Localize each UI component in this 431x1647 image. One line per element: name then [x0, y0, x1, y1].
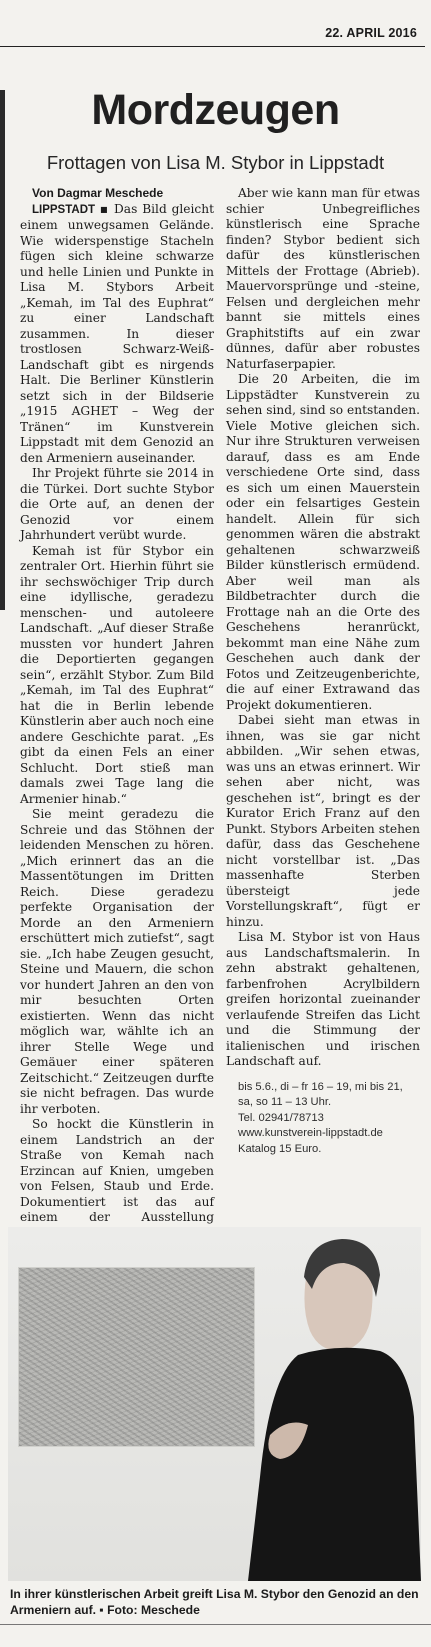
- column-left: [20, 186, 214, 1224]
- paragraph: Dabei sieht man etwas in ihnen, was sie gar nicht abbilden. „Wir sehen etwas, was uns an etwas erinnert. Wir sehen aber nicht, was geschehen ist“, bringt es der Kurator Erich Franz auf den Punkt. Stybors Arbeiten stehen dafür, dass das Geschehene nicht vorstellbar ist. „Das massenhafte Sterben übersteigt jede Vorstellungskraft“, fügt er hinzu.: [226, 713, 420, 929]
- paragraph: Sie meint geradezu die Schreie und das Stöhnen der leidenden Menschen zu hören. „Mich erinnert das an die Massentötungen im Dritten Reich. Diese geradezu perfekte Organisation der Morde an den Armeniern erschüttert mich zutiefst“, sagt sie. „Ich habe Zeugen gesucht, Steine und Mauern, die schon vor hundert Jahren an den von mir besuchten Orten existierten. Wenn das nicht möglich war, wählte ich an ihrer Stelle Wege und Gemäuer einer späteren Zeitschicht.“ Zeitzeugen durfte sie nicht befragen. Das wurde ihr verboten.: [20, 807, 214, 1116]
- info-line: Tel. 02941/78713: [238, 1111, 324, 1124]
- photo-caption: In ihrer künstlerischen Arbeit greift Lisa M. Stybor den Genozid an den Armeniern auf. ▪ Foto: Meschede: [10, 1587, 419, 1617]
- issue-date: 22. APRIL 2016: [325, 26, 417, 40]
- paragraph: Aber wie kann man für etwas schier Unbegreifliches künstlerisch eine Sprache finden? Stybor bedient sich dafür des künstlerischen Mittels der Frottage (Abrieb). Mauervorsprünge und -steine, Felsen und dergleichen mehr bannt sie mittels eines Graphitstifts auf ein zwar dünnes, dafür aber robustes Naturfaserpapier.: [226, 186, 420, 371]
- info-line: Katalog 15 Euro.: [238, 1142, 322, 1155]
- header-rule: [0, 46, 425, 47]
- column-right: [226, 186, 420, 1216]
- subheadline: Frottagen von Lisa M. Stybor in Lippstadt: [46, 152, 385, 173]
- footer-rule: [0, 1624, 431, 1625]
- paragraph: Ihr Projekt führte sie 2014 in die Türkei. Dort suchte Stybor die Orte auf, an denen der Genozid vor einem Jahrhundert verübt wurde.: [20, 466, 214, 542]
- byline: Von Dagmar Meschede: [32, 186, 164, 200]
- paragraph: Lisa M. Stybor ist von Haus aus Landschaftsmalerin. In zehn abstrakt gehaltenen, farbenfrohen Acrylbildern greifen horizontal zueinander verlaufende Streifen das Licht und die Stimmung der italienischen und irischen Landschaft auf.: [226, 930, 420, 1068]
- info-line: www.kunstverein-lippstadt.de: [238, 1127, 383, 1139]
- article-photo: [8, 1227, 421, 1581]
- info-line: sa, so 11 – 13 Uhr.: [238, 1096, 332, 1108]
- info-line: bis 5.6., di – fr 16 – 19, mi bis 21,: [238, 1080, 403, 1093]
- artist-portrait: [8, 1227, 421, 1581]
- dateline-location: LIPPSTADT: [32, 203, 96, 216]
- paragraph: So hockt die Künstlerin in einem Landstrich an der Straße von Kemah nach Erzincan auf Knien, umgeben von Felsen, Staub und Erde. Dokumentiert ist das auf einem der Ausstellung: [20, 1117, 214, 1224]
- paragraph: Kemah ist für Stybor ein zentraler Ort. Hierhin führt sie ihr sechswöchiger Trip durch eine idyllische, geradezu menschen- und autoleere Landschaft. „Auf dieser Straße mussten vor hundert Jahren die Deportierten gegangen sein“, erzählt Stybor. Zum Bild „Kemah, im Tal des Euphrat“ hat die in Berlin lebende Künstlerin aber auch noch eine andere Geschichte parat. „Es gibt da einen Fels an einer Schlucht. Dort stieß man damals zwei Tage lang die Armenier hinab.“: [20, 543, 214, 806]
- article-body: [20, 186, 420, 1224]
- headline: Mordzeugen: [91, 86, 340, 134]
- paragraph: LIPPSTADT ▪ Das Bild gleicht einem unwegsamen Gelände. Wie widerspenstige Stacheln fügen sich kleine schwarze und helle Linien und Punkte in Lisa M. Stybors Arbeit „Kemah, im Tal des Euphrat“ zu einer Landschaft zusammen. In dieser trostlosen Schwarz-Weiß-Landschaft gibt es nirgends Halt. Die Berliner Künstlerin setzt sich in der Bildserie „1915 AGHET – Weg der Tränen“ im Kunstverein Lippstadt mit dem Genozid an den Armeniern auseinander.: [20, 201, 214, 465]
- paragraph: Die 20 Arbeiten, die im Lippstädter Kunstverein zu sehen sind, sind so entstanden. Viele Motive gleichen sich. Nur ihre Strukturen verweisen darauf, dass es am Ende verschiedene Orte sind, dass es sich um einen Mauerstein oder ein felsartiges Gestein handelt. Allein für sich genommen wären die abstrakt gehaltenen schwarzweiß Bilder künstlerisch ermüdend. Aber weil man als Bildbetrachter durch die Frottage nah an die Orte des Geschehens heranrückt, bekommt man eine Nähe zum Geschehen auch dank der Fotos und Zeitzeugenberichte, die auf einer Extrawand das Projekt dokumentieren.: [226, 372, 420, 712]
- exhibition-info: [238, 1080, 420, 1158]
